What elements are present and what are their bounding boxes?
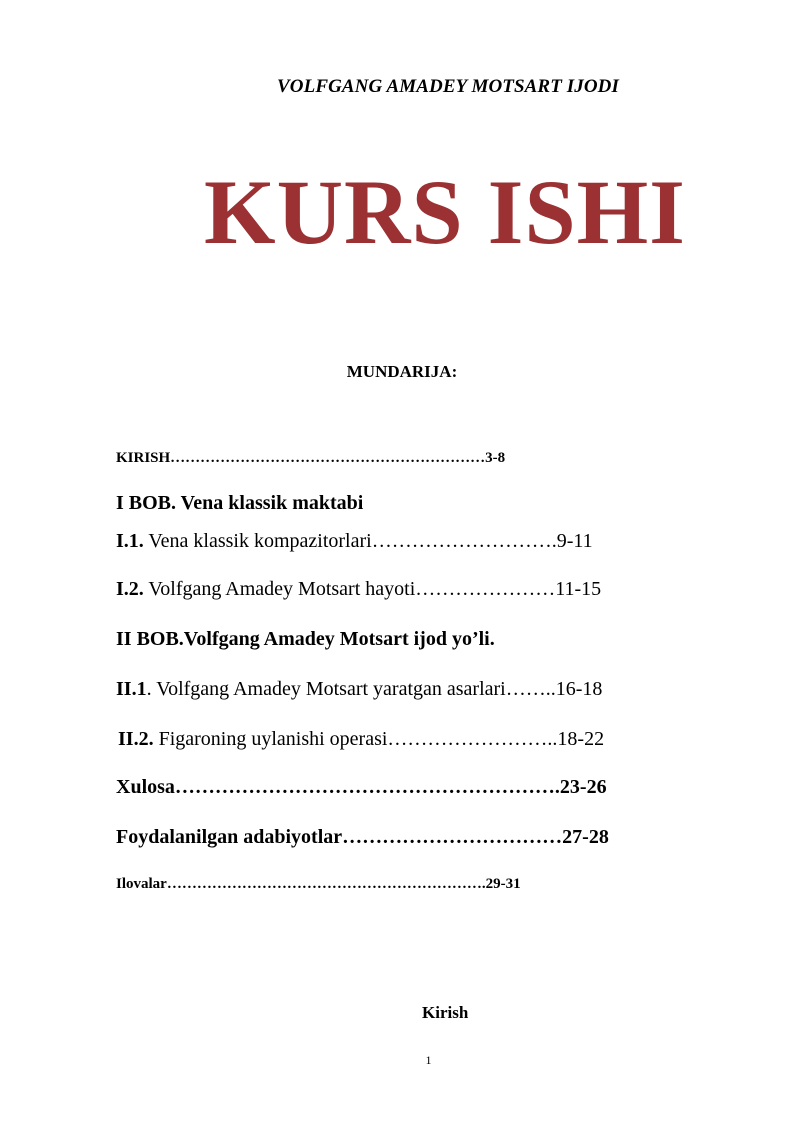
toc-item-2-2: [118, 728, 604, 751]
toc-item-1-2: [116, 578, 601, 601]
toc-item-1-1: [116, 530, 593, 553]
toc-chapter-2: II BOB.Volfgang Amadey Motsart ijod yo’li.: [116, 628, 495, 650]
toc-item-text: Volfgang Amadey Motsart hayoti…………………11-15: [143, 578, 602, 600]
page-number: 1: [425, 1053, 432, 1067]
toc-item-kirish: KIRISH………………………………………………………3-8: [116, 450, 506, 466]
toc-item-number: I.1.: [116, 530, 144, 552]
toc-item-text: Vena klassik kompazitorlari……………………….9-11: [143, 530, 593, 552]
toc-item-adabiyotlar: Foydalanilgan adabiyotlar……………………………27-28: [116, 826, 609, 848]
toc-item-ilovalar: Ilovalar……………………………………………………….29-31: [116, 876, 521, 892]
document-subtitle: VOLFGANG AMADEY MOTSART IJODI: [277, 76, 619, 97]
toc-heading: MUNDARIJA:: [346, 362, 458, 381]
toc-item-2-1: [116, 678, 602, 701]
toc-item-number: II.2.: [118, 728, 154, 750]
toc-item-text: Figaroning uylanishi operasi……………………..18-22: [153, 728, 605, 750]
toc-item-number: I.2.: [116, 578, 144, 600]
toc-chapter-1: I BOB. Vena klassik maktabi: [116, 492, 364, 514]
toc-item-xulosa: Xulosa………………………………………………….23-26: [116, 776, 607, 798]
document-title: KURS ISHI: [204, 161, 686, 263]
toc-item-number: II.1: [116, 678, 147, 700]
section-heading-kirish: Kirish: [422, 1003, 469, 1022]
toc-item-text: . Volfgang Amadey Motsart yaratgan asarlari……..16-18: [146, 678, 603, 700]
